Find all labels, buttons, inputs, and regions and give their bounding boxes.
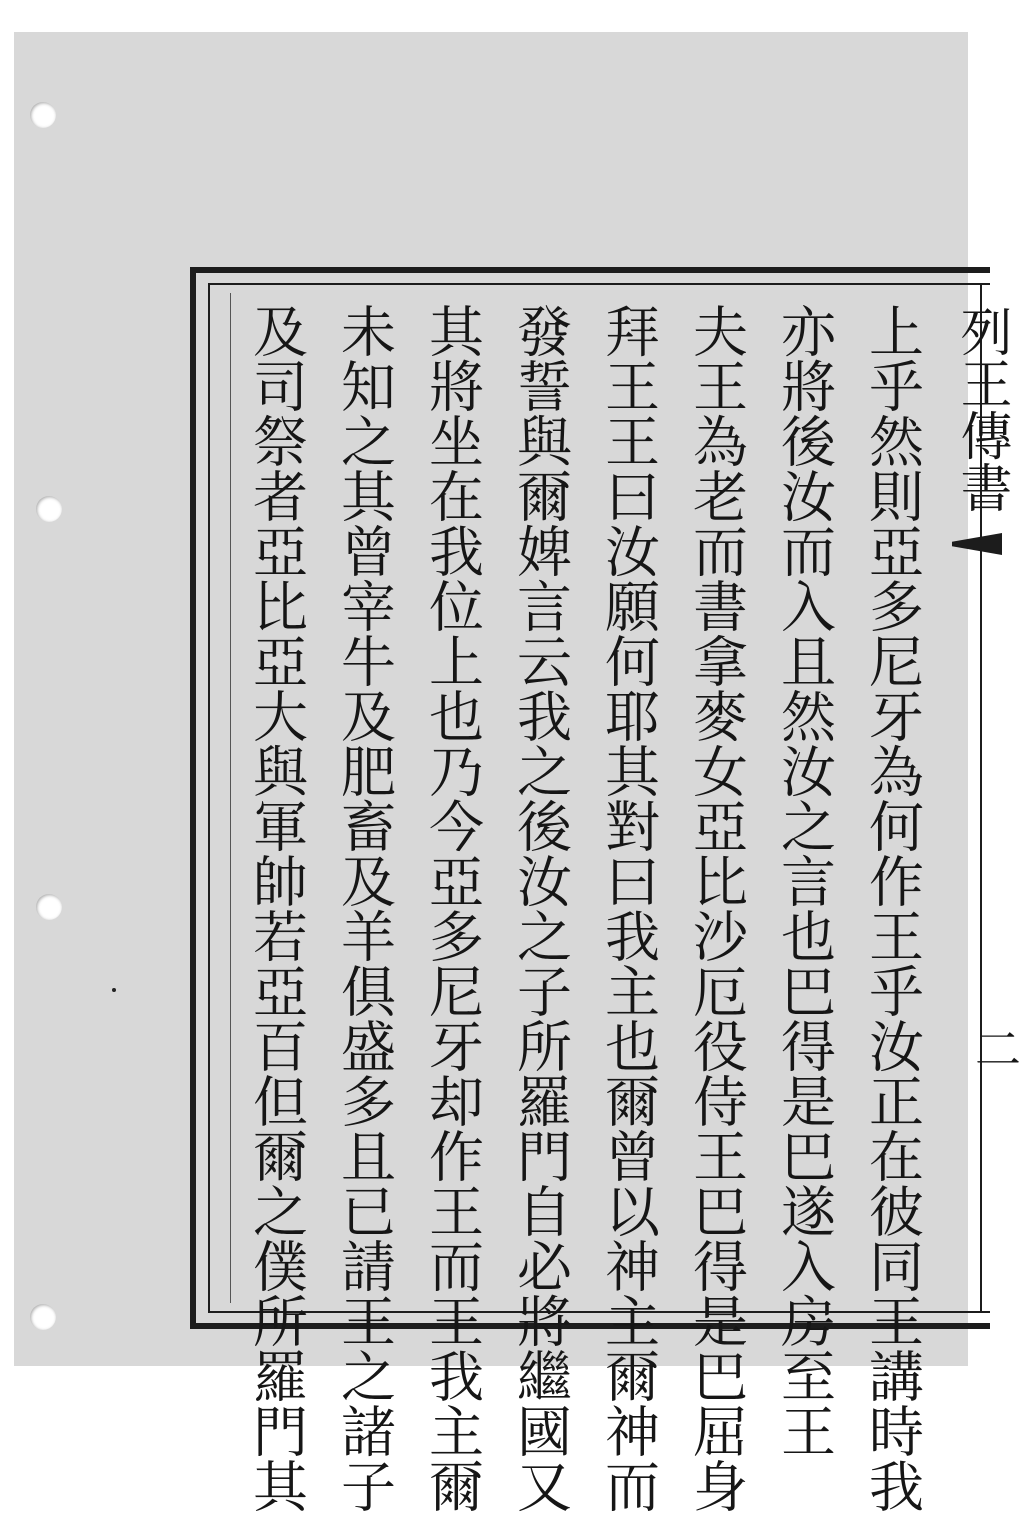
punch-hole-1	[30, 102, 56, 128]
print-block-inner-frame	[208, 283, 1022, 1513]
column-rule-left	[230, 293, 231, 1303]
text-column-8: 及司祭者亞比亞大與軍帥若亞百但爾之僕所羅門其	[244, 303, 308, 1513]
ink-speck	[112, 988, 116, 992]
text-column-6: 其將坐在我位上也乃今亞多尼牙却作王而王我主爾	[420, 303, 484, 1513]
scanned-page	[14, 32, 1022, 1513]
punch-hole-4	[30, 1304, 56, 1330]
fish-tail-mark	[952, 533, 1002, 555]
text-column-3: 夫王為老而書拿麥女亞比沙厄役侍王巴得是巴屈身	[684, 303, 748, 1513]
text-column-1: 上乎然則亞多尼牙為何作王乎汝正在彼同王講時我	[860, 303, 924, 1513]
text-column-4: 拜王王曰汝願何耶其對曰我主也爾曾以神主爾神而	[596, 303, 660, 1513]
print-block-frame	[190, 267, 1022, 1513]
punch-hole-2	[36, 496, 62, 522]
text-column-7: 未知之其曾宰牛及肥畜及羊俱盛多且已請王之諸子	[332, 303, 396, 1513]
running-title: 列王傳書	[951, 305, 1011, 513]
text-column-5: 發誓與爾婢言云我之後汝之子所羅門自必將繼國又	[508, 303, 572, 1513]
text-column-2: 亦將後汝而入且然汝之言也巴得是巴遂入房至王	[772, 303, 836, 1458]
page-number: 二	[968, 1025, 1022, 1071]
punch-hole-3	[36, 894, 62, 920]
